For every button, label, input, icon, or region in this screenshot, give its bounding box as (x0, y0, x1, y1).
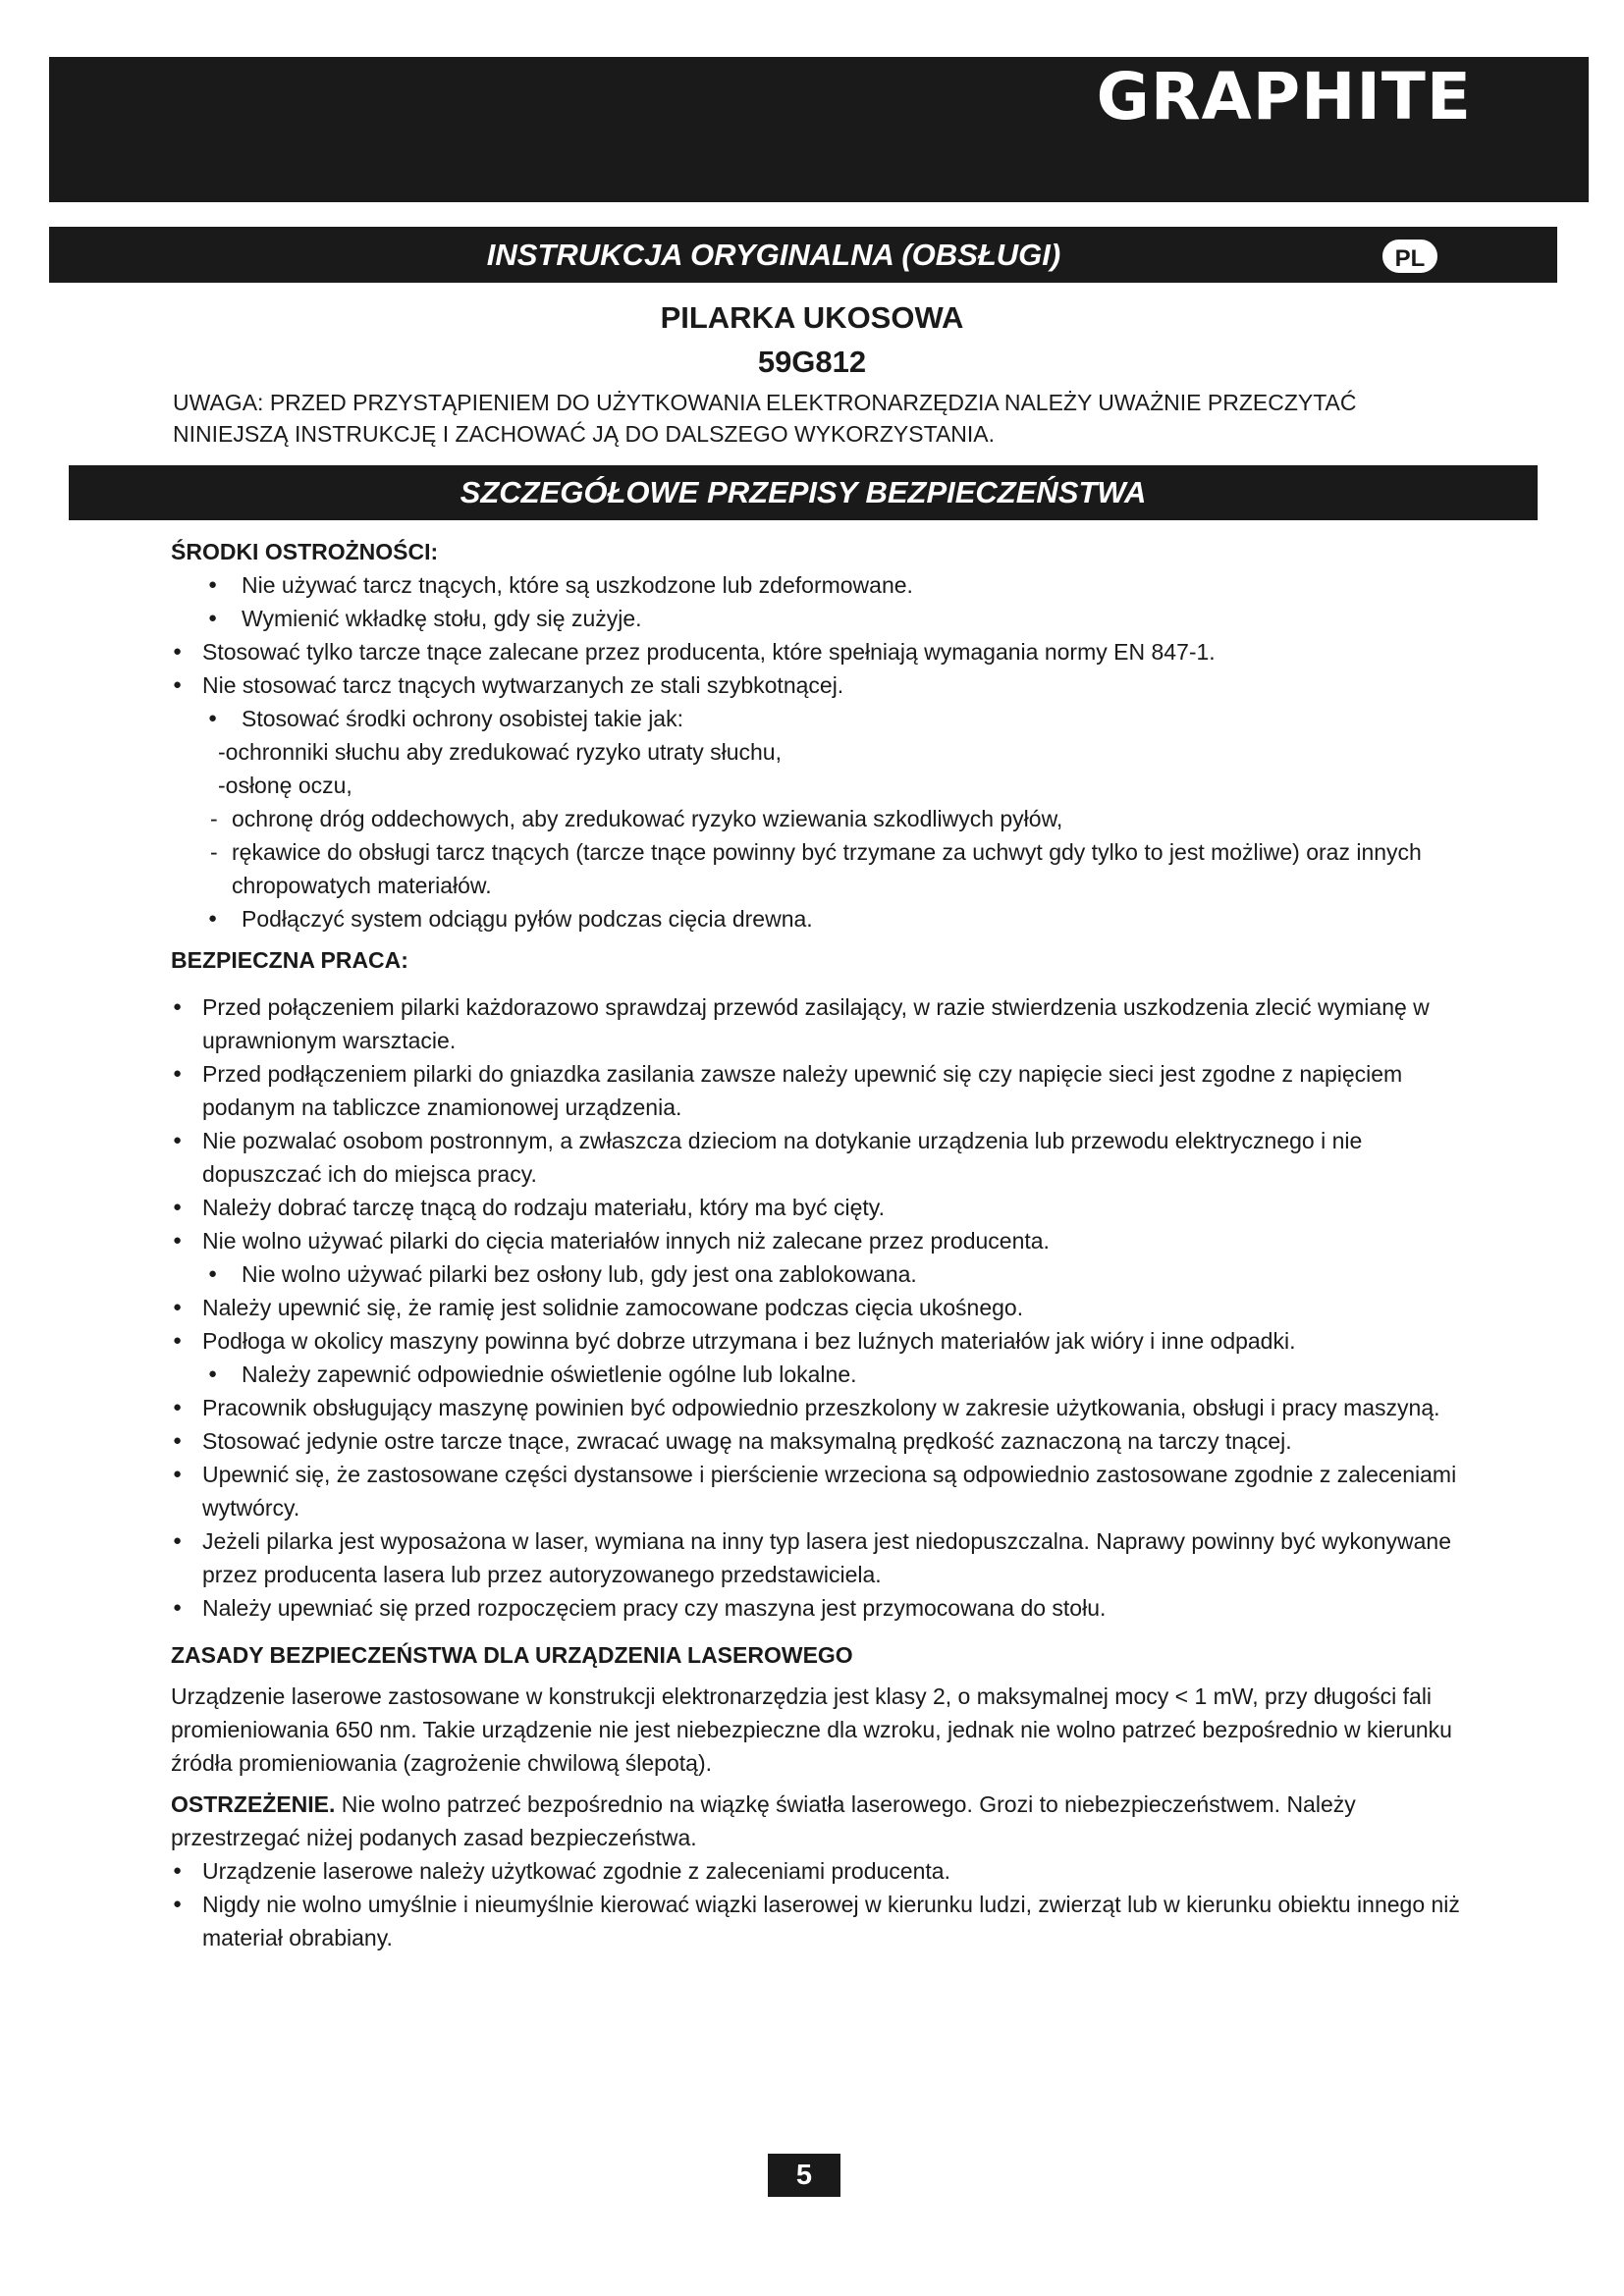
list-item: ● Podłączyć system odciągu pyłów podczas cięcia drewna. (200, 902, 1467, 935)
sub-item: - ochronę dróg oddechowych, aby zredukować ryzyko wziewania szkodliwych pyłów, (171, 802, 1467, 835)
section-title: SZCZEGÓŁOWE PRZEPISY BEZPIECZEŃSTWA (69, 465, 1538, 520)
list-item: ● Jeżeli pilarka jest wyposażona w laser, wymiana na inny typ lasera jest niedopuszczalna. Naprawy powinny być wykonywane przez producenta lasera lub przez autoryzowanego przedstawiciela. (171, 1524, 1467, 1591)
list-item: ● Nigdy nie wolno umyślnie i nieumyślnie kierować wiązki laserowej w kierunku ludzi, zwierząt lub w kierunku obiektu innego niż materiał obrabiany. (171, 1888, 1467, 1954)
list-item: ● Nie wolno używać pilarki do cięcia materiałów innych niż zalecane przez producenta. (171, 1224, 1467, 1257)
safety-content (171, 535, 1467, 1954)
safe-work-heading: BEZPIECZNA PRACA: (171, 947, 408, 973)
list-item: ● Wymienić wkładkę stołu, gdy się zużyje. (200, 602, 1467, 635)
precautions-heading: ŚRODKI OSTROŻNOŚCI: (171, 539, 439, 564)
list-item: ● Pracownik obsługujący maszynę powinien być odpowiednio przeszkolony w zakresie użytkowania, obsługi i pracy maszyną. (171, 1391, 1467, 1424)
warning-notice: UWAGA: PRZED PRZYSTĄPIENIEM DO UŻYTKOWANIA ELEKTRONARZĘDZIA NALEŻY UWAŻNIE PRZECZYTAĆ NINIEJSZĄ INSTRUKCJĘ I ZACHOWAĆ JĄ DO DALSZEGO WYKORZYSTANIA. (173, 390, 1357, 447)
sub-item: -osłonę oczu, (218, 773, 352, 798)
brand-logo: GRAPHITE (1096, 59, 1472, 134)
list-item: ● Należy dobrać tarczę tnącą do rodzaju materiału, który ma być cięty. (171, 1191, 1467, 1224)
list-item: ● Urządzenie laserowe należy użytkować zgodnie z zaleceniami producenta. (171, 1854, 1467, 1888)
product-code: 59G812 (757, 345, 867, 379)
list-item: ● Należy zapewnić odpowiednie oświetlenie ogólne lub lokalne. (200, 1358, 1467, 1391)
manual-title: INSTRUKCJA ORYGINALNA (OBSŁUGI) (486, 238, 1061, 272)
list-item: ● Podłoga w okolicy maszyny powinna być dobrze utrzymana i bez luźnych materiałów jak wióry i inne odpadki. (171, 1324, 1467, 1358)
list-item: ● Nie używać tarcz tnących, które są uszkodzone lub zdeformowane. (200, 568, 1467, 602)
list-item: ● Upewnić się, że zastosowane części dystansowe i pierścienie wrzeciona są odpowiednio zastosowane zgodnie z zaleceniami wytwórcy. (171, 1458, 1467, 1524)
sub-item: - rękawice do obsługi tarcz tnących (tarcze tnące powinny być trzymane za uchwyt gdy tylko to jest możliwe) oraz innych chropowatych materiałów. (171, 835, 1467, 902)
laser-heading: ZASADY BEZPIECZEŃSTWA DLA URZĄDZENIA LASEROWEGO (171, 1642, 853, 1668)
list-item: ● Należy upewnić się, że ramię jest solidnie zamocowane podczas cięcia ukośnego. (171, 1291, 1467, 1324)
manual-title-bar (49, 227, 1557, 283)
list-item: ● Nie wolno używać pilarki bez osłony lub, gdy jest ona zablokowana. (200, 1257, 1467, 1291)
list-item: ● Przed połączeniem pilarki każdorazowo sprawdzaj przewód zasilający, w razie stwierdzenia uszkodzenia zlecić wymianę w uprawnionym warsztacie. (171, 990, 1467, 1057)
list-item: ● Należy upewniać się przed rozpoczęciem pracy czy maszyna jest przymocowana do stołu. (171, 1591, 1467, 1625)
list-item: ● Stosować jedynie ostre tarcze tnące, zwracać uwagę na maksymalną prędkość zaznaczoną na tarczy tnącej. (171, 1424, 1467, 1458)
product-name: PILARKA UKOSOWA (660, 300, 964, 335)
list-item: ● Nie stosować tarcz tnących wytwarzanych ze stali szybkotnącej. (171, 668, 1467, 702)
caution-label: OSTRZEŻENIE. (171, 1791, 336, 1817)
list-item: ● Przed podłączeniem pilarki do gniazdka zasilania zawsze należy upewnić się czy napięcie sieci jest zgodne z napięciem podanym na tabliczce znamionowej urządzenia. (171, 1057, 1467, 1124)
list-item: ● Stosować tylko tarcze tnące zalecane przez producenta, które spełniają wymagania normy EN 847-1. (171, 635, 1467, 668)
list-item: ● Nie pozwalać osobom postronnym, a zwłaszcza dzieciom na dotykanie urządzenia lub przewodu elektrycznego i nie dopuszczać ich do miejsca pracy. (171, 1124, 1467, 1191)
sub-item: -ochronniki słuchu aby zredukować ryzyko utraty słuchu, (218, 739, 782, 765)
page-number: 5 (768, 2154, 840, 2197)
caution-text: Nie wolno patrzeć bezpośrednio na wiązkę światła laserowego. Grozi to niebezpieczeństwem. Należy przestrzegać niżej podanych zasad bezpieczeństwa. (171, 1791, 1356, 1850)
language-badge: PL (1382, 240, 1437, 273)
laser-intro: Urządzenie laserowe zastosowane w konstrukcji elektronarzędzia jest klasy 2, o maksymalnej mocy < 1 mW, przy długości fali promieniowania 650 nm. Takie urządzenie nie jest niebezpieczne dla wzroku, jednak nie wolno patrzeć bezpośrednio w kierunku źródła promieniowania (zagrożenie chwilową ślepotą). (171, 1683, 1452, 1776)
laser-caution (171, 1788, 1467, 1854)
list-item: ● Stosować środki ochrony osobistej takie jak: (200, 702, 1467, 735)
